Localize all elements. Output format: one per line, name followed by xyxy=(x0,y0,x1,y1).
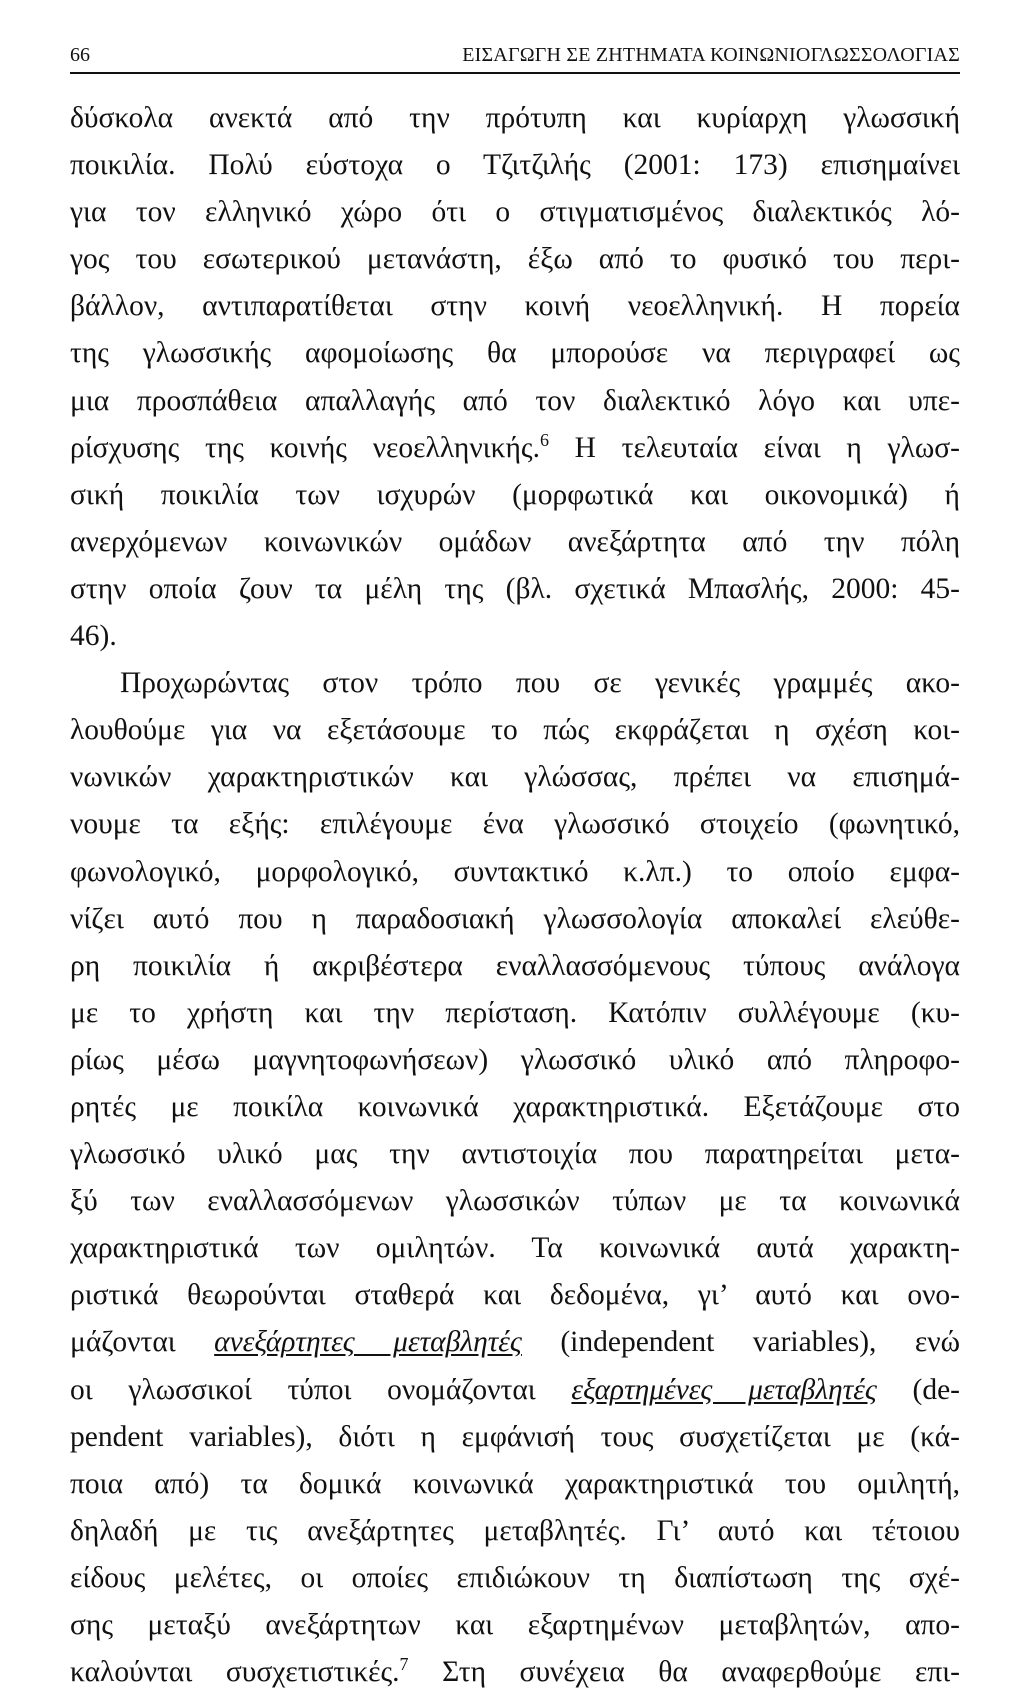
text-line xyxy=(70,425,960,472)
text-line xyxy=(70,707,960,754)
text-line xyxy=(70,566,960,613)
text-segment: ριστικά θεωρούνται σταθερά και δεδομένα, γι’ αυτό και ονο- xyxy=(70,1279,960,1312)
text-segment: νουμε τα εξής: επιλέγουμε ένα γλωσσικό στοιχείο (φωνητικό, xyxy=(70,808,960,841)
page-header xyxy=(70,38,960,74)
text-line xyxy=(70,519,960,566)
text-segment: μάζονται xyxy=(70,1326,215,1359)
text-line xyxy=(70,1178,960,1225)
text-line xyxy=(70,1319,960,1366)
text-segment: ρίσχυσης της κοινής νεοελληνικής. xyxy=(70,431,540,464)
text-segment: δύσκολα ανεκτά από την πρότυπη και κυρίαρχη γλωσσική xyxy=(70,102,960,134)
text-line xyxy=(70,1649,960,1696)
text-line xyxy=(70,801,960,848)
emphasized-term: ανεξάρτητες μεταβλητές xyxy=(214,1326,522,1359)
text-segment: οι γλωσσικοί τύποι ονομάζονται xyxy=(70,1373,572,1406)
text-line xyxy=(70,330,960,377)
text-segment: (de- xyxy=(876,1373,960,1406)
text-line xyxy=(70,1037,960,1084)
text-line xyxy=(70,660,960,707)
text-line xyxy=(70,1555,960,1602)
text-segment: ρίως μέσω μαγνητοφωνήσεων) γλωσσικό υλικό από πληροφο- xyxy=(70,1043,960,1076)
text-line xyxy=(70,613,960,660)
text-segment: Προχωρώντας στον τρόπο που σε γενικές γραμμές ακο- xyxy=(120,667,960,700)
text-line xyxy=(70,142,960,189)
running-title: ΕΙΣΑΓΩΓΗ ΣΕ ΖΗΤΗΜΑΤΑ ΚΟΙΝΩΝΙΟΓΛΩΣΣΟΛΟΓΙΑΣ xyxy=(462,44,960,66)
text-segment: της γλωσσικής αφομοίωσης θα μπορούσε να περιγραφεί ως xyxy=(70,337,960,370)
footnote-marker[interactable]: 6 xyxy=(539,429,549,450)
text-line xyxy=(70,754,960,801)
text-segment: σης μεταξύ ανεξάρτητων και εξαρτημένων μεταβλητών, απο- xyxy=(70,1609,960,1641)
text-segment: στην οποία ζουν τα μέλη της (βλ. σχετικά Μπασλής, 2000: 45- xyxy=(70,572,960,605)
text-segment: γλωσσικό υλικό μας την αντιστοιχία που παρατηρείται μετα- xyxy=(70,1138,960,1171)
text-segment: νίζει αυτό που η παραδοσιακή γλωσσολογία αποκαλεί ελεύθε- xyxy=(70,902,960,935)
text-segment: για τον ελληνικό χώρο ότι ο στιγματισμένος διαλεκτικός λό- xyxy=(70,196,960,229)
text-segment: ανερχόμενων κοινωνικών ομάδων ανεξάρτητα από την πόλη xyxy=(70,525,960,558)
text-line xyxy=(70,378,960,425)
text-line xyxy=(70,849,960,896)
text-segment: χαρακτηριστικά των ομιλητών. Τα κοινωνικά αυτά χαρακτη- xyxy=(70,1232,960,1265)
text-segment: μια προσπάθεια απαλλαγής από τον διαλεκτικό λόγο και υπε- xyxy=(70,384,960,417)
text-line xyxy=(70,1225,960,1272)
text-segment: ποικιλία. Πολύ εύστοχα ο Τζιτζιλής (2001: 173) επισημαίνει xyxy=(70,149,960,182)
text-line xyxy=(70,189,960,236)
text-segment: Στη συνέχεια θα αναφερθούμε επι- xyxy=(408,1656,960,1689)
text-line xyxy=(70,1414,960,1461)
text-segment: νωνικών χαρακτηριστικών και γλώσσας, πρέπει να επισημά- xyxy=(70,761,960,794)
text-segment: δηλαδή με τις ανεξάρτητες μεταβλητές. Γι’ αυτό και τέτοιου xyxy=(70,1514,960,1547)
text-line xyxy=(70,1508,960,1555)
text-line xyxy=(70,990,960,1037)
text-line xyxy=(70,943,960,990)
text-line xyxy=(70,283,960,330)
text-segment: pendent variables), διότι η εμφάνισή τους συσχετίζεται με (κά- xyxy=(70,1420,960,1453)
text-segment: (independent variables), ενώ xyxy=(521,1326,960,1359)
page-number: 66 xyxy=(70,44,90,66)
text-line xyxy=(70,1272,960,1319)
text-segment: ποια από) τα δομικά κοινωνικά χαρακτηριστικά του ομιλητή, xyxy=(70,1467,960,1500)
body-text xyxy=(70,95,960,1696)
emphasized-term: εξαρτημένες μεταβλητές xyxy=(571,1373,877,1406)
text-segment: λουθούμε για να εξετάσουμε το πώς εκφράζεται η σχέση κοι- xyxy=(70,714,960,747)
text-line xyxy=(70,896,960,943)
text-line xyxy=(70,1084,960,1131)
text-segment: ρη ποικιλία ή ακριβέστερα εναλλασσόμενους τύπους ανάλογα xyxy=(70,949,960,982)
text-segment: με το χρήστη και την περίσταση. Κατόπιν συλλέγουμε (κυ- xyxy=(70,996,960,1029)
text-segment: σική ποικιλία των ισχυρών (μορφωτικά και οικονομικά) ή xyxy=(70,478,960,511)
text-segment: ξύ των εναλλασσόμενων γλωσσικών τύπων με τα κοινωνικά xyxy=(70,1185,960,1218)
text-segment: 46). xyxy=(70,620,117,653)
text-segment: Η τελευταία είναι η γλωσ- xyxy=(548,431,960,464)
text-segment: φωνολογικό, μορφολογικό, συντακτικό κ.λπ.) το οποίο εμφα- xyxy=(70,855,960,888)
text-line xyxy=(70,472,960,519)
text-segment: βάλλον, αντιπαρατίθεται στην κοινή νεοελληνική. Η πορεία xyxy=(70,290,960,323)
text-segment: γος του εσωτερικού μετανάστη, έξω από το φυσικό του περι- xyxy=(70,243,960,276)
text-line xyxy=(70,1602,960,1649)
text-line xyxy=(70,1367,960,1414)
text-line xyxy=(70,1461,960,1508)
text-segment: ρητές με ποικίλα κοινωνικά χαρακτηριστικά. Εξετάζουμε στο xyxy=(70,1090,960,1123)
text-segment: καλούνται συσχετιστικές. xyxy=(70,1656,400,1689)
text-line xyxy=(70,95,960,142)
text-line xyxy=(70,1131,960,1178)
footnote-marker[interactable]: 7 xyxy=(399,1654,409,1675)
text-segment: είδους μελέτες, οι οποίες επιδιώκουν τη διαπίστωση της σχέ- xyxy=(70,1561,960,1594)
text-line xyxy=(70,236,960,283)
